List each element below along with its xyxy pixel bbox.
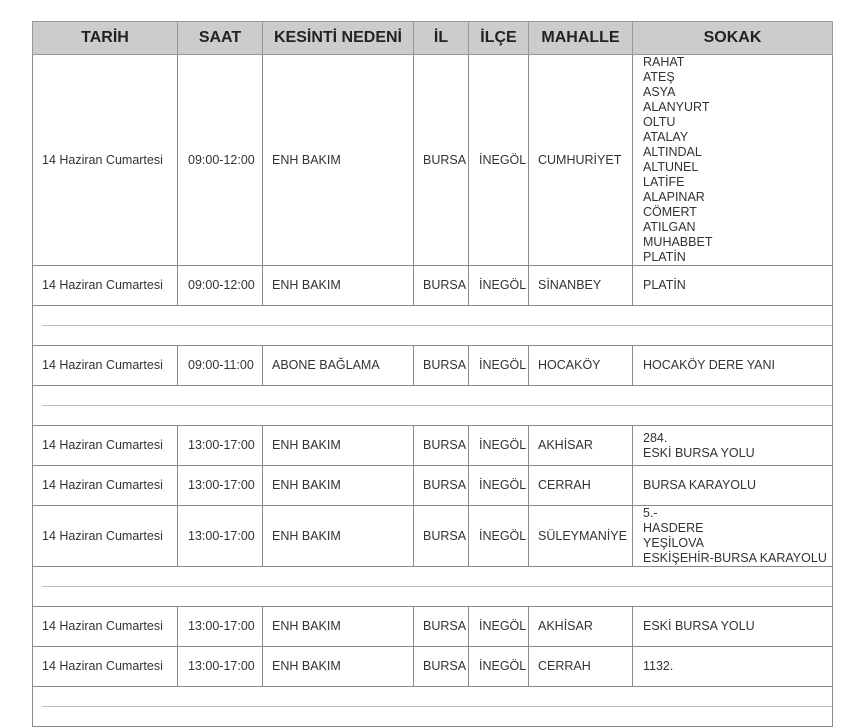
street-name: 284. — [643, 430, 668, 445]
cell-il: BURSA — [414, 55, 469, 266]
separator-row — [33, 567, 833, 607]
cell-tarih: 14 Haziran Cumartesi — [33, 466, 178, 506]
cell-sokak — [633, 346, 833, 386]
cell-neden: ENH BAKIM — [263, 506, 414, 567]
street-name: ALTINDAL — [643, 145, 702, 159]
cell-mahalle: CUMHURİYET — [529, 55, 633, 266]
header-sokak: SOKAK — [633, 22, 833, 55]
cell-saat: 13:00-17:00 — [178, 506, 263, 567]
separator-cell — [33, 687, 833, 727]
cell-il: BURSA — [414, 426, 469, 466]
street-name: CÖMERT — [643, 205, 697, 219]
cell-saat: 13:00-17:00 — [178, 647, 263, 687]
cell-neden: ENH BAKIM — [263, 607, 414, 647]
table-row — [33, 466, 833, 506]
header-il: İL — [414, 22, 469, 55]
table-row — [33, 607, 833, 647]
street-name: ESKİ BURSA YOLU — [643, 445, 755, 460]
street-name: ALTUNEL — [643, 160, 699, 174]
street-name: ALANYURT — [643, 100, 710, 114]
separator-rule — [42, 405, 832, 406]
cell-saat: 09:00-11:00 — [178, 346, 263, 386]
cell-ilce: İNEGÖL — [469, 55, 529, 266]
cell-neden: ENH BAKIM — [263, 647, 414, 687]
cell-mahalle: AKHİSAR — [529, 426, 633, 466]
cell-neden: ENH BAKIM — [263, 426, 414, 466]
table-row — [33, 346, 833, 386]
cell-ilce: İNEGÖL — [469, 506, 529, 567]
header-tarih: TARİH — [33, 22, 178, 55]
separator-cell — [33, 386, 833, 426]
street-name: RAHAT — [643, 55, 685, 69]
street-name: 1132. — [643, 659, 674, 673]
street-name: YEŞİLOVA — [643, 536, 704, 550]
street-name: OLTU — [643, 115, 676, 129]
street-name: PLATİN — [643, 250, 686, 264]
separator-row — [33, 306, 833, 346]
cell-saat: 09:00-12:00 — [178, 55, 263, 266]
cell-mahalle: SİNANBEY — [529, 266, 633, 306]
separator-cell — [33, 306, 833, 346]
street-name: BURSA KARAYOLU — [643, 478, 757, 492]
separator-row — [33, 687, 833, 727]
cell-mahalle: HOCAKÖY — [529, 346, 633, 386]
cell-mahalle: AKHİSAR — [529, 607, 633, 647]
street-name: ESKİ BURSA YOLU — [643, 619, 755, 633]
cell-sokak — [633, 607, 833, 647]
cell-tarih: 14 Haziran Cumartesi — [33, 266, 178, 306]
header-mahalle: MAHALLE — [529, 22, 633, 55]
cell-saat: 09:00-12:00 — [178, 266, 263, 306]
cell-neden: ENH BAKIM — [263, 55, 414, 266]
cell-mahalle: CERRAH — [529, 647, 633, 687]
cell-sokak — [633, 426, 833, 466]
cell-ilce: İNEGÖL — [469, 647, 529, 687]
cell-il: BURSA — [414, 506, 469, 567]
cell-sokak — [633, 647, 833, 687]
cell-neden: ENH BAKIM — [263, 466, 414, 506]
cell-ilce: İNEGÖL — [469, 346, 529, 386]
table-header-row — [33, 22, 833, 55]
table-row — [33, 426, 833, 466]
street-name: LATİFE — [643, 175, 685, 189]
street-name: ATALAY — [643, 130, 689, 144]
street-name: ATEŞ — [643, 70, 675, 84]
outage-table — [32, 21, 833, 727]
cell-sokak — [633, 506, 833, 567]
street-name: ASYA — [643, 85, 676, 99]
table-row — [33, 647, 833, 687]
cell-neden: ENH BAKIM — [263, 266, 414, 306]
cell-ilce: İNEGÖL — [469, 266, 529, 306]
cell-sokak — [633, 466, 833, 506]
street-name: ESKİŞEHİR-BURSA KARAYOLU — [643, 551, 827, 565]
separator-rule — [42, 325, 832, 326]
cell-tarih: 14 Haziran Cumartesi — [33, 607, 178, 647]
header-saat: SAAT — [178, 22, 263, 55]
cell-saat: 13:00-17:00 — [178, 607, 263, 647]
cell-il: BURSA — [414, 647, 469, 687]
table-row — [33, 266, 833, 306]
cell-ilce: İNEGÖL — [469, 426, 529, 466]
cell-mahalle: SÜLEYMANİYE — [529, 506, 633, 567]
street-name: HASDERE — [643, 521, 704, 535]
street-name: ATILGAN — [643, 220, 696, 234]
street-name: HOCAKÖY DERE YANI — [643, 358, 775, 372]
cell-sokak — [633, 55, 833, 266]
cell-tarih: 14 Haziran Cumartesi — [33, 647, 178, 687]
street-name: MUHABBET — [643, 235, 713, 249]
cell-ilce: İNEGÖL — [469, 607, 529, 647]
table-row — [33, 506, 833, 567]
cell-saat: 13:00-17:00 — [178, 466, 263, 506]
cell-il: BURSA — [414, 266, 469, 306]
header-ilce: İLÇE — [469, 22, 529, 55]
header-kesinti-nedeni: KESİNTİ NEDENİ — [263, 22, 414, 55]
street-name: 5.- — [643, 506, 658, 520]
street-name: PLATİN — [643, 278, 686, 292]
cell-tarih: 14 Haziran Cumartesi — [33, 506, 178, 567]
cell-ilce: İNEGÖL — [469, 466, 529, 506]
cell-tarih: 14 Haziran Cumartesi — [33, 55, 178, 266]
cell-il: BURSA — [414, 466, 469, 506]
cell-neden: ABONE BAĞLAMA — [263, 346, 414, 386]
cell-il: BURSA — [414, 346, 469, 386]
cell-saat: 13:00-17:00 — [178, 426, 263, 466]
table-row — [33, 55, 833, 266]
separator-rule — [42, 586, 832, 587]
cell-il: BURSA — [414, 607, 469, 647]
separator-row — [33, 386, 833, 426]
cell-tarih: 14 Haziran Cumartesi — [33, 346, 178, 386]
cell-sokak — [633, 266, 833, 306]
cell-tarih: 14 Haziran Cumartesi — [33, 426, 178, 466]
separator-rule — [42, 706, 832, 707]
street-name: ALAPINAR — [643, 190, 705, 204]
separator-cell — [33, 567, 833, 607]
cell-mahalle: CERRAH — [529, 466, 633, 506]
